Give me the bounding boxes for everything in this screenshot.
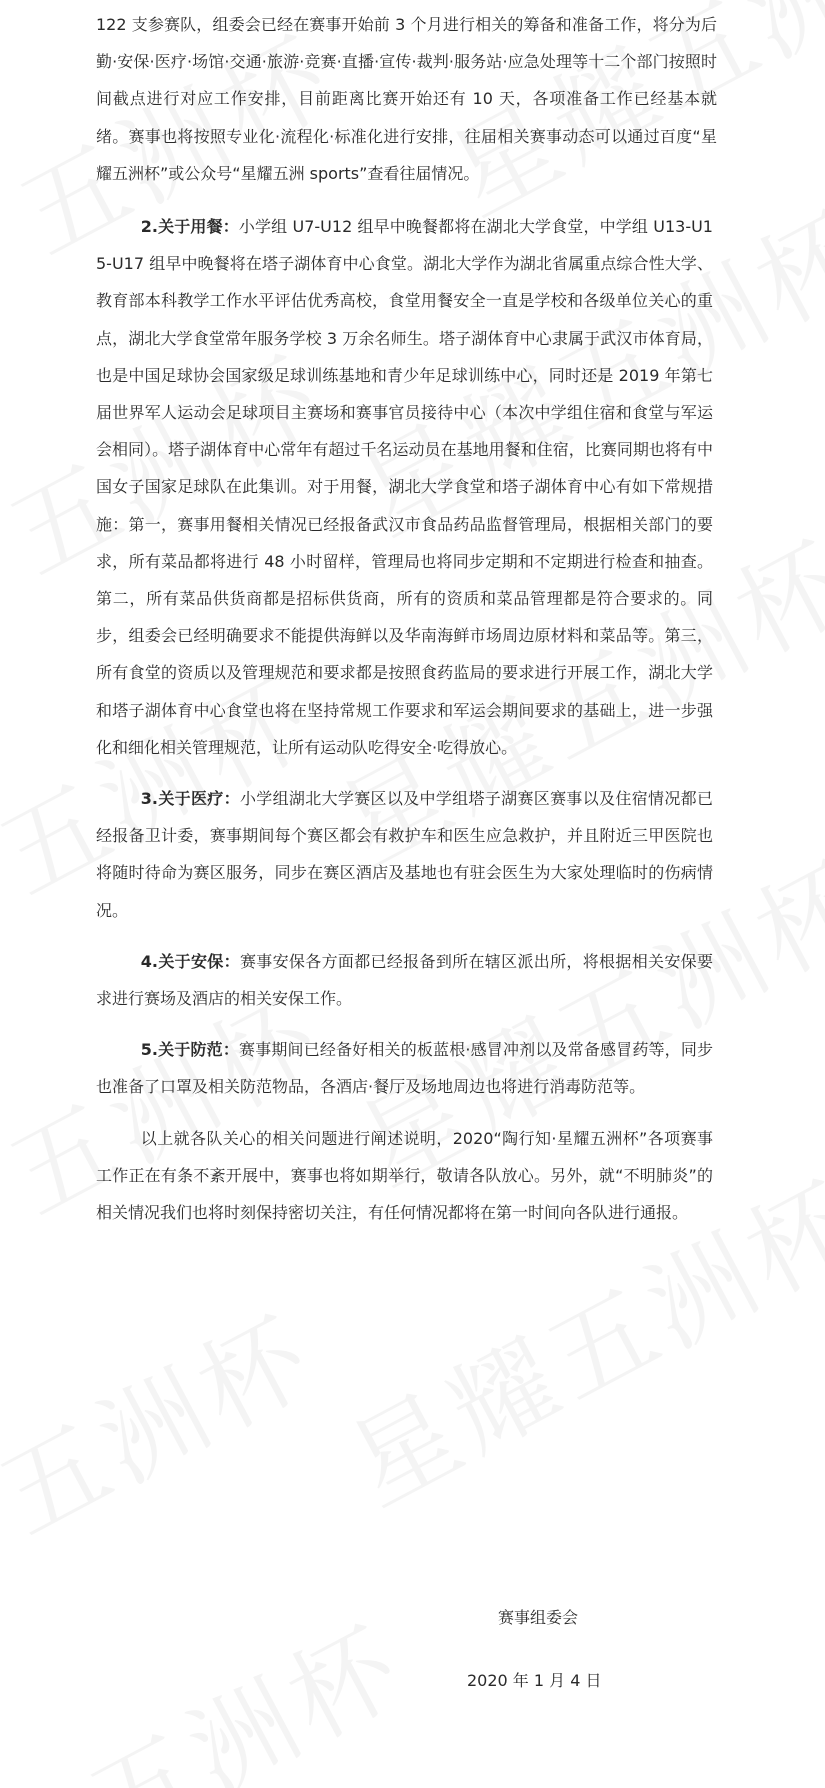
section-heading: 4.关于安保： xyxy=(140,951,240,971)
signature-date: 2020 年 1 月 4 日 xyxy=(467,1671,602,1690)
watermark-text xyxy=(0,1272,337,1562)
paragraph-text: 小学组 U7-U12 组早中晚餐都将在湖北大学食堂，中学组 U13-U15-U17 组早中晚餐将在塔子湖体育中心食堂。湖北大学作为湖北省属重点综合性大学、教育部本科教学工作水平评估优秀高校，食堂用餐安全一直是学校和各级单位关心的重点，湖北大学食堂常年服务学校 3 万余名师生。塔子湖体育中心隶属于武汉市体育局，也是中国足球协会国家级足球训练基地和青少年足球训练中心，同时还是 2019 年第七届世界军人运动会足球项目主赛场和赛事官员接待中心（本次中学组住宿和食堂与军运会相同）。塔子湖体育中心常年有超过千名运动员在基地用餐和住宿，比赛同期也将有中国女子国家足球队在此集训。对于用餐，湖北大学食堂和塔子湖体育中心有如下常规措施：第一，赛事用餐相关情况已经报备武汉市食品药品监督管理局，根据相关部门的要求，所有菜品都将进行 48 小时留样，管理局也将同步定期和不定期进行检查和抽查。第二，所有菜品供货商都是招标供货商，所有的资质和菜品管理都是符合要求的。同步，组委会已经明确要求不能提供海鲜以及华南海鲜市场周边原材料和菜品等。第三，所有食堂的资质以及管理规范和要求都是按照食药监局的要求进行开展工作，湖北大学和塔子湖体育中心食堂也将在坚持常规工作要求和军运会期间要求的基础上，进一步强化和细化相关管理规范，让所有运动队吃得安全·吃得放心。 xyxy=(96,217,713,757)
signature-organization: 赛事组委会 xyxy=(498,1608,579,1627)
section-heading: 2.关于用餐： xyxy=(140,217,239,237)
paragraph-text: 以上就各队关心的相关问题进行阐述说明，2020“陶行知·星耀五洲杯”各项赛事工作正在有条不紊开展中，赛事也将如期举行，敬请各队放心。另外，就“不明肺炎”的相关情况我们也将时刻保持密切关注，有任何情况都将在第一时间向各队进行通报。 xyxy=(96,1128,713,1223)
section-heading: 3.关于医疗： xyxy=(140,789,240,809)
paragraph-text: 122 支参赛队，组委会已经在赛事开始前 3 个月进行相关的筹备和准备工作，将分为后勤·安保·医疗·场馆·交通·旅游·竞赛·直播·宣传·裁判·服务站·应急处理等十二个部门按照时间截点进行对应工作安排，目前距离比赛开始还有 10 天，各项准备工作已经基本就绪。赛事也将按照专业化·流程化·标准化进行安排，往届相关赛事动态可以通过百度“星耀五洲杯”或公众号“星耀五洲 sports”查看往届情况。 xyxy=(96,15,717,183)
section-heading: 5.关于防范： xyxy=(140,1040,240,1060)
watermark-text xyxy=(60,1582,427,1788)
paragraph-text: 小学组湖北大学赛区以及中学组塔子湖赛区赛事以及住宿情况都已经报备卫计委，赛事期间每个赛区都会有救护车和医生应急救护，并且附近三甲医院也将随时待命为赛区服务，同步在赛区酒店及基地也有驻会医生为大家处理临时的伤病情况。 xyxy=(96,789,713,920)
paragraph-catering xyxy=(96,208,713,766)
paragraph-medical xyxy=(96,780,713,929)
paragraph-security xyxy=(96,943,713,1017)
paragraph-prevention xyxy=(96,1031,713,1105)
paragraph-text: 赛事安保各方面都已经报备到所在辖区派出所，将根据相关安保要求进行赛场及酒店的相关安保工作。 xyxy=(96,951,713,1009)
paragraph-text: 赛事期间已经备好相关的板蓝根·感冒冲剂以及常备感冒药等，同步也准备了口罩及相关防范物品，各酒店·餐厅及场地周边也将进行消毒防范等。 xyxy=(96,1040,713,1097)
paragraph-closing xyxy=(96,1120,713,1232)
paragraph-intro-tail xyxy=(96,6,717,192)
